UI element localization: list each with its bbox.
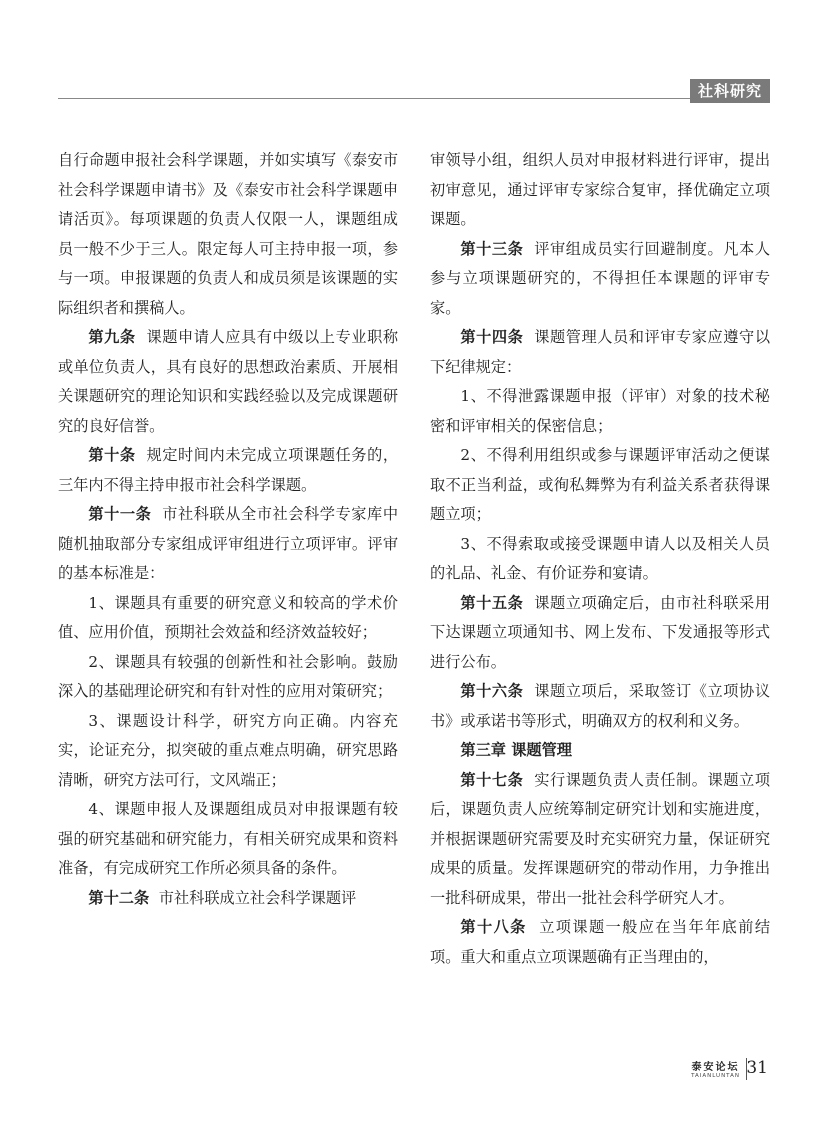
header-rule	[58, 98, 690, 99]
brand-name: 泰安论坛	[691, 1062, 740, 1073]
publication-logo	[691, 1058, 740, 1079]
article-9	[58, 323, 398, 441]
rule-item: 2、不得利用组织或参与课题评审活动之便谋取不正当利益，或徇私舞弊为有利益关系者获得课题立项；	[430, 446, 770, 523]
criteria-item: 4、课题申报人及课题组成员对申报课题有较强的研究基础和研究能力，有相关研究成果和资料准备，有完成研究工作所必须具备的条件。	[58, 800, 398, 877]
criteria-item: 3、课题设计科学，研究方向正确。内容充实，论证充分，拟突破的重点难点明确，研究思路清晰，研究方法可行，文风端正；	[58, 711, 398, 789]
article-17	[430, 766, 770, 914]
article-15	[430, 589, 770, 678]
article-12	[58, 884, 398, 914]
article-label: 第十二条	[88, 888, 150, 907]
section-tag: 社科研究	[690, 79, 770, 103]
article-text: 市社科联从全市社会科学专家库中随机抽取部分专家组成评审组进行立项评审。评审的基本标准是：	[58, 505, 399, 582]
article-13	[430, 235, 770, 324]
left-column	[58, 146, 398, 913]
page-number: 31	[746, 1058, 768, 1078]
brand-name-latin: TAIANLUNTAN	[691, 1073, 740, 1079]
article-text: 规定时间内未完成立项课题任务的，三年内不得主持申报市社会科学课题。	[58, 446, 399, 494]
article-text: 课题立项后，采取签订《立项协议书》或承诺书等形式，明确双方的权利和义务。	[430, 682, 771, 730]
article-label: 第九条	[88, 328, 136, 346]
article-text: 立项课题一般应在当年年底前结项。重大和重点立项课题确有正当理由的，	[430, 918, 771, 966]
article-text: 实行课题负责人责任制。课题立项后，课题负责人应统筹制定研究计划和实施进度，并根据课题研究需要及时充实研究力量，保证研究成果的质量。发挥课题研究的带动作用，力争推出一批科研成果，带出一批社会科学研究人才。	[430, 770, 771, 907]
article-text: 评审组成员实行回避制度。凡本人参与立项课题研究的，不得担任本课题的评审专家。	[430, 239, 771, 317]
article-10	[58, 441, 398, 500]
article-14	[430, 323, 770, 382]
paragraph: 自行命题申报社会科学课题，并如实填写《泰安市社会科学课题申请书》及《泰安市社会科学课题申请活页》。每项课题的负责人仅限一人，课题组成员一般不少于三人。限定每人可主持申报一项，参与一项。申报课题的负责人和成员须是该课题的实际组织者和撰稿人。	[58, 151, 398, 317]
page-footer	[670, 1056, 780, 1086]
article-label: 第十条	[88, 446, 136, 464]
article-text: 课题申请人应具有中级以上专业职称或单位负责人，具有良好的思想政治素质、开展相关课题研究的理论知识和实践经验以及完成课题研究的良好信誉。	[58, 328, 399, 435]
article-text: 市社科联成立社会科学课题评	[158, 888, 357, 907]
rule-item: 3、不得索取或接受课题申请人以及相关人员的礼品、礼金、有价证券和宴请。	[430, 534, 770, 582]
right-column	[430, 146, 770, 972]
article-label: 第十一条	[88, 505, 152, 523]
article-label: 第十四条	[460, 328, 524, 346]
article-16	[430, 677, 770, 736]
article-text: 课题管理人员和评审专家应遵守以下纪律规定：	[430, 328, 771, 376]
article-18	[430, 913, 770, 972]
article-11	[58, 500, 398, 589]
chapter-heading: 第三章 课题管理	[460, 741, 572, 759]
article-label: 第十五条	[460, 593, 524, 612]
criteria-item: 2、课题具有较强的创新性和社会影响。鼓励深入的基础理论研究和有针对性的应用对策研究；	[58, 652, 398, 700]
paragraph: 审领导小组，组织人员对申报材料进行评审，提出初审意见，通过评审专家综合复审，择优确定立项课题。	[430, 151, 770, 228]
article-text: 课题立项确定后，由市社科联采用下达课题立项通知书、网上发布、下发通报等形式进行公布。	[430, 593, 771, 671]
criteria-item: 1、课题具有重要的研究意义和较高的学术价值、应用价值，预期社会效益和经济效益较好；	[58, 593, 398, 641]
article-label: 第十八条	[460, 918, 527, 936]
article-label: 第十七条	[460, 770, 524, 789]
article-label: 第十六条	[460, 682, 524, 700]
rule-item: 1、不得泄露课题申报（评审）对象的技术秘密和评审相关的保密信息；	[430, 387, 770, 435]
article-label: 第十三条	[460, 239, 524, 258]
